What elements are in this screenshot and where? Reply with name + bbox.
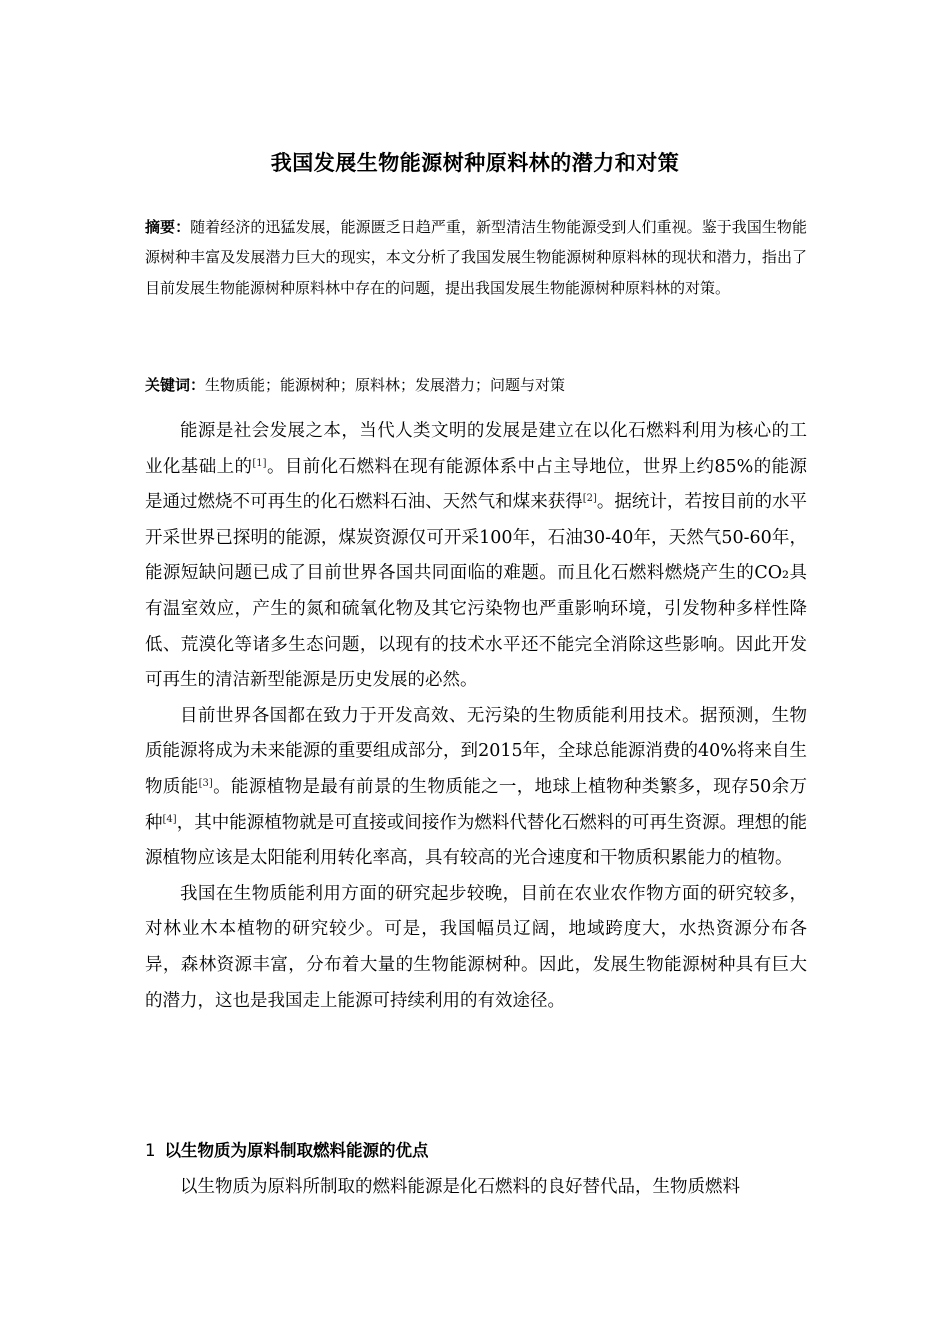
intro-body <box>145 414 807 1019</box>
section-paragraph: 以生物质为原料所制取的燃料能源是化石燃料的良好替代品，生物质燃料 <box>180 1177 740 1197</box>
paragraph-text: 目前世界各国都在致力于开发高效、无污染的生物质能利用技术。据预测，生物质能源将成为未来能源的重要组成部分，到2015年，全球总能源消费的40%将来自生物质能 <box>145 705 807 797</box>
keywords-text: 生物质能；能源树种；原料林；发展潜力；问题与对策 <box>205 376 566 394</box>
paragraph-text: ，其中能源植物就是可直接或间接作为燃料代替化石燃料的可再生资源。理想的能源植物应该是太阳能利用转化率高，具有较高的光合速度和干物质积累能力的植物。 <box>145 812 808 869</box>
keywords <box>145 370 807 400</box>
section-number: 1 <box>145 1141 156 1160</box>
paragraph-3 <box>145 877 807 1019</box>
citation-ref: [2] <box>582 493 597 505</box>
paragraph-1 <box>145 414 807 699</box>
keywords-label: 关键词： <box>145 376 206 394</box>
abstract-label: 摘要： <box>145 218 191 236</box>
section-heading <box>145 1136 807 1166</box>
citation-ref: [3] <box>198 777 213 789</box>
citation-ref: [4] <box>162 813 177 825</box>
paper-title: 我国发展生物能源树种原料林的潜力和对策 <box>270 151 680 175</box>
paragraph-text: 能源是社会发展之本，当代人类文明的发展是建立在以化石燃料利用为核心的工业化基础上的 <box>145 421 807 477</box>
citation-ref: [1] <box>252 457 267 469</box>
abstract-text: 随着经济的迅猛发展，能源匮乏日趋严重，新型清洁生物能源受到人们重视。鉴于我国生物能源树种丰富及发展潜力巨大的现实，本文分析了我国发展生物能源树种原料林的现状和潜力，指出了目前发展生物能源树种原料林中存在的问题，提出我国发展生物能源树种原料林的对策。 <box>145 218 807 297</box>
abstract <box>145 212 807 303</box>
section-title: 以生物质为原料制取燃料能源的优点 <box>164 1141 429 1160</box>
paragraph-text: 。据统计，若按目前的水平开采世界已探明的能源，煤炭资源仅可开采100年，石油30-40年，天然气50-60年，能源短缺问题已成了目前世界各国共同面临的难题。而且化石燃料燃烧产生的CO₂具有温室效应，产生的氮和硫氧化物及其它污染物也严重影响环境，引发物种多样性降低、荒漠化等诸多生态问题，以现有的技术水平还不能完全消除这些影响。因此开发可再生的清洁新型能源是历史发展的必然。 <box>145 492 808 691</box>
paragraph-text: 我国在生物质能利用方面的研究起步较晚，目前在农业农作物方面的研究较多，对林业木本植物的研究较少。可是，我国幅员辽阔，地域跨度大，水热资源分布各异，森林资源丰富，分布着大量的生物能源树种。因此，发展生物能源树种具有巨大的潜力，这也是我国走上能源可持续利用的有效途径。 <box>145 883 807 1011</box>
paragraph-2 <box>145 699 807 877</box>
paragraph-text: 。能源植物是最有前景的生物质能之一，地球上植物种类繁多，现存50余万种 <box>145 776 808 833</box>
paragraph-text: 。目前化石燃料在现有能源体系中占主导地位，世界上约85%的能源是通过燃烧不可再生的化石燃料石油、天然气和煤来获得 <box>145 456 807 513</box>
